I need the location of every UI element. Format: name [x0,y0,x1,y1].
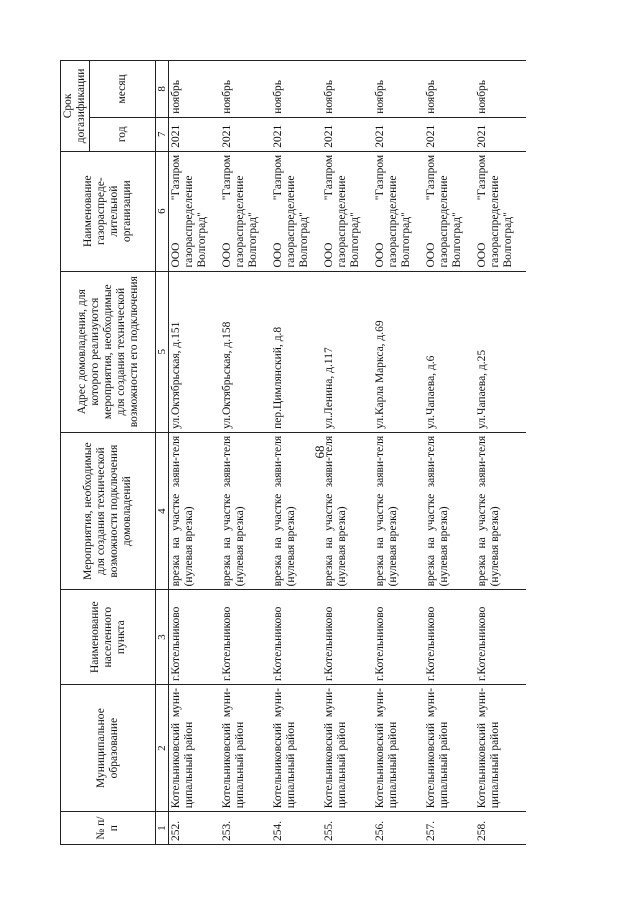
row-year: 2021 [424,117,475,151]
row-municipality: Котельниковский муни-ципальный район [271,684,322,811]
row-month: ноябрь [271,61,322,118]
column-number: 1 [156,812,169,845]
row-address: ул.Октябрьская, д.158 [220,271,271,432]
table-row [322,61,373,845]
header-no: № п/п [61,812,156,845]
row-municipality: Котельниковский муни-ципальный район [424,684,475,811]
table-row [220,61,271,845]
column-number: 5 [156,271,169,432]
row-year: 2021 [220,117,271,151]
row-locality: г.Котельниково [322,590,373,685]
header-measures: Мероприятия, необходимые для создания технической возможности подключения домовладений [61,432,156,590]
row-month: ноябрь [220,61,271,118]
row-year: 2021 [169,117,221,151]
row-number: 258. [475,812,526,845]
row-locality: г.Котельниково [220,590,271,685]
column-number: 3 [156,590,169,685]
table-row [424,61,475,845]
gasification-table [60,60,526,845]
row-address: ул.Карла Маркса, д.69 [373,271,424,432]
row-measure: врезка на участке заяви-теля (нулевая врезка) [475,432,526,590]
header-year: год [90,117,156,151]
row-measure: врезка на участке заяви-теля (нулевая врезка) [220,432,271,590]
row-year: 2021 [475,117,526,151]
row-address: ул.Чапаева, д.6 [424,271,475,432]
row-address: ул.Ленина, д.117 [322,271,373,432]
page-number: 68 [312,445,327,459]
row-number: 256. [373,812,424,845]
column-number: 6 [156,151,169,271]
column-number: 7 [156,117,169,151]
row-month: ноябрь [475,61,526,118]
row-address: пер.Цимлянский, д.8 [271,271,322,432]
header-month: месяц [90,61,156,118]
row-measure: врезка на участке заяви-теля (нулевая врезка) [322,432,373,590]
row-locality: г.Котельниково [169,590,221,685]
row-organization: ООО "Газпром газораспределение Волгоград" [169,151,221,271]
row-number: 254. [271,812,322,845]
row-measure: врезка на участке заяви-теля (нулевая врезка) [169,432,221,590]
row-locality: г.Котельниково [424,590,475,685]
row-month: ноябрь [322,61,373,118]
row-measure: врезка на участке заяви-теля (нулевая врезка) [373,432,424,590]
document-sheet [60,60,569,845]
row-municipality: Котельниковский муни-ципальный район [220,684,271,811]
row-municipality: Котельниковский муни-ципальный район [322,684,373,811]
row-measure: врезка на участке заяви-теля (нулевая врезка) [424,432,475,590]
row-organization: ООО "Газпром газораспределение Волгоград" [271,151,322,271]
row-measure: врезка на участке заяви-теля (нулевая врезка) [271,432,322,590]
row-number: 253. [220,812,271,845]
header-organization: Наименование газораспреде-лительной организации [61,151,156,271]
row-organization: ООО "Газпром газораспределение Волгоград" [220,151,271,271]
row-organization: ООО "Газпром газораспределение Волгоград" [322,151,373,271]
row-organization: ООО "Газпром газораспределение Волгоград" [424,151,475,271]
row-organization: ООО "Газпром газораспределение Волгоград" [373,151,424,271]
table-row [169,61,221,845]
table-header-row [61,61,90,845]
row-municipality: Котельниковский муни-ципальный район [475,684,526,811]
header-locality: Наименование населенного пункта [61,590,156,685]
row-municipality: Котельниковский муни-ципальный район [373,684,424,811]
row-year: 2021 [322,117,373,151]
row-organization: ООО "Газпром газораспределение Волгоград" [475,151,526,271]
column-number-row [156,61,169,845]
column-number: 2 [156,684,169,811]
table-row [271,61,322,845]
column-number: 8 [156,61,169,118]
table-row [373,61,424,845]
row-locality: г.Котельниково [373,590,424,685]
row-month: ноябрь [373,61,424,118]
header-municipality: Муниципальное образование [61,684,156,811]
table-row [475,61,526,845]
row-locality: г.Котельниково [271,590,322,685]
row-year: 2021 [271,117,322,151]
row-month: ноябрь [424,61,475,118]
row-number: 252. [169,812,221,845]
header-term: Срок догазификации [61,61,90,152]
row-month: ноябрь [169,61,221,118]
header-address: Адрес домовладения, для которого реализуются мероприятия, необходимые для создания технической возможности его подключения [61,271,156,432]
row-locality: г.Котельниково [475,590,526,685]
row-address: ул.Октябрьская, д.151 [169,271,221,432]
row-number: 257. [424,812,475,845]
row-municipality: Котельниковский муни-ципальный район [169,684,221,811]
row-address: ул.Чапаева, д.25 [475,271,526,432]
column-number: 4 [156,432,169,590]
row-number: 255. [322,812,373,845]
row-year: 2021 [373,117,424,151]
